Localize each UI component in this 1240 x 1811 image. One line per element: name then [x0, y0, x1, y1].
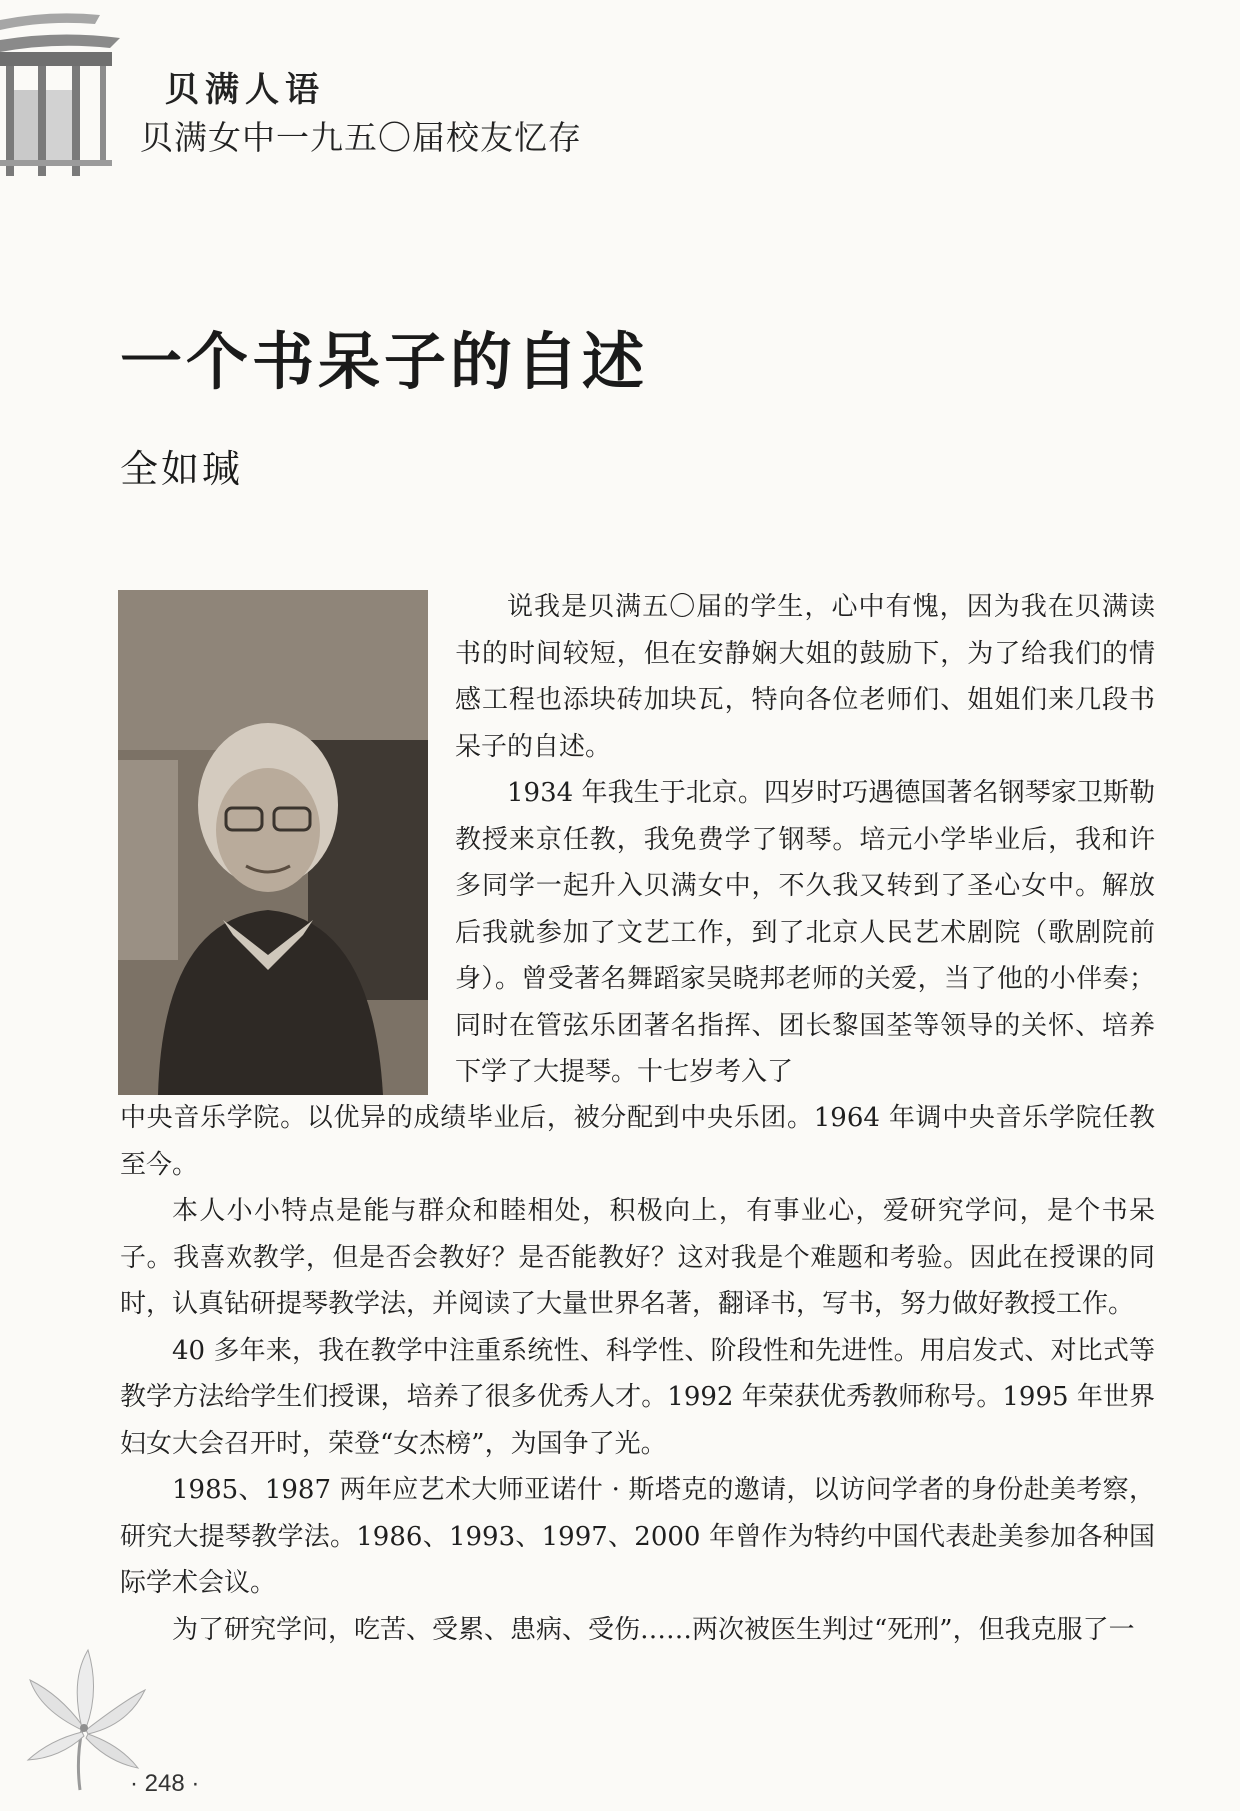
paragraph-continued: 中央音乐学院。以优异的成绩毕业后，被分配到中央乐团。1964 年调中央音乐学院任教至今。: [120, 1103, 1155, 1180]
author-name: 全如瑊: [120, 447, 244, 491]
author-portrait-photo: [118, 590, 428, 1095]
article-title: 一个书呆子的自述: [120, 325, 649, 398]
pavilion-illustration: [0, 0, 130, 180]
paragraph: 为了研究学问，吃苦、受累、患病、受伤……两次被医生判过“死刑”，但我克服了一: [172, 1614, 1135, 1645]
series-subtitle: 贝满女中一九五〇届校友忆存: [140, 118, 582, 157]
paragraph: 说我是贝满五〇届的学生，心中有愧，因为我在贝满读书的时间较短，但在安静娴大姐的鼓励下，为了给我们的情感工程也添块砖加块瓦，特向各位老师们、姐姐们来几段书呆子的自述。: [455, 592, 1155, 762]
paragraph: 1985、1987 两年应艺术大师亚诺什 · 斯塔克的邀请，以访问学者的身份赴美考察，研究大提琴教学法。1986、1993、1997、2000 年曾作为特约中国代表赴美参加各种国际学术会议。: [120, 1475, 1155, 1598]
paragraph: 40 多年来，我在教学中注重系统性、科学性、阶段性和先进性。用启发式、对比式等教学方法给学生们授课，培养了很多优秀人才。1992 年荣获优秀教师称号。1995 年世界妇女大会召开时，荣登“女杰榜”，为国争了光。: [120, 1335, 1155, 1459]
page-number: · 248 ·: [130, 1770, 200, 1797]
body-text: [120, 1095, 1155, 1653]
paragraph: 1934 年我生于北京。四岁时巧遇德国著名钢琴家卫斯勒教授来京任教，我免费学了钢琴。培元小学毕业后，我和许多同学一起升入贝满女中，不久我又转到了圣心女中。解放后我就参加了文艺工作，到了北京人民艺术剧院（歌剧院前身）。曾受著名舞蹈家吴晓邦老师的关爱，当了他的小伴奏；同时在管弦乐团著名指挥、团长黎国荃等领导的关怀、培养下学了大提琴。十七岁考入了: [455, 778, 1155, 1087]
paragraph: 本人小小特点是能与群众和睦相处，积极向上，有事业心，爱研究学问，是个书呆子。我喜欢教学，但是否会教好？是否能教好？这对我是个难题和考验。因此在授课的同时，认真钻研提琴教学法，并阅读了大量世界名著，翻译书，写书，努力做好教授工作。: [120, 1196, 1155, 1319]
intro-text-column: [455, 584, 1155, 1096]
series-title: 贝满人语: [165, 70, 325, 110]
